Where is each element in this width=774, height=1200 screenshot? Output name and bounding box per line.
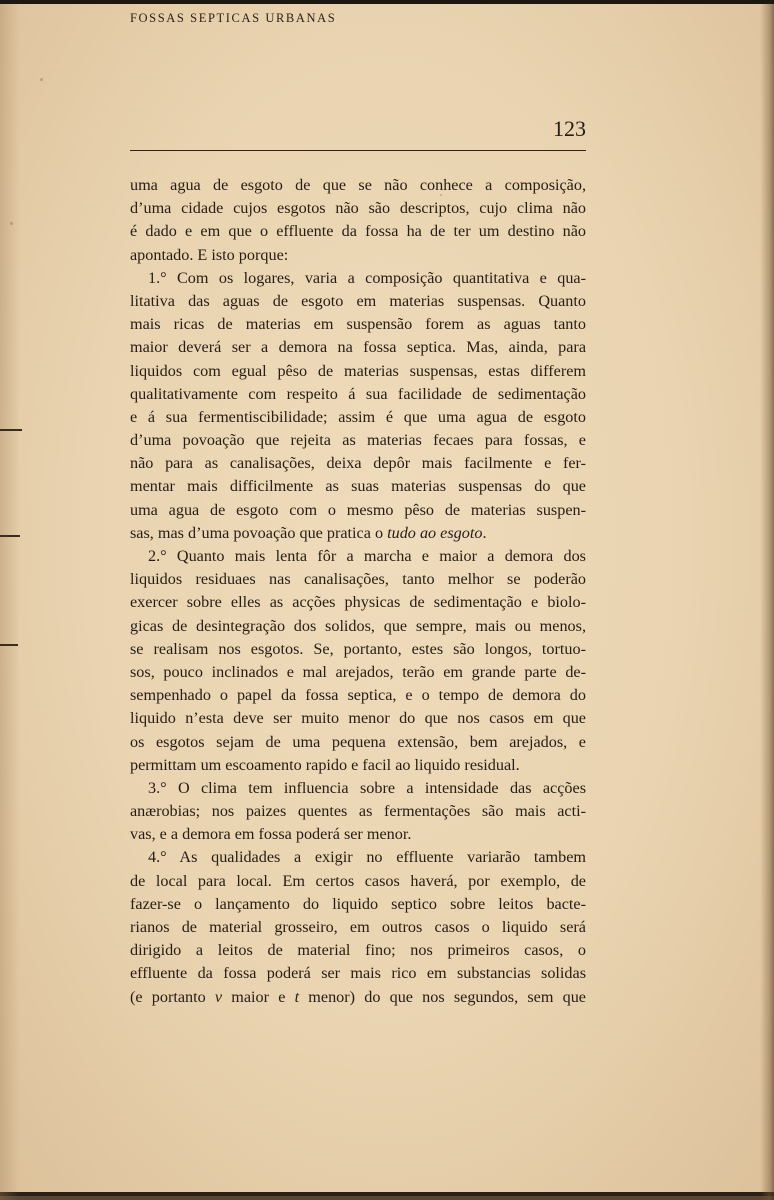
text-line: liquidos residuaes nas canalisações, tanto melhor se poderão	[130, 570, 586, 589]
text-line: gicas de desintegração dos solidos, que sempre, mais ou menos,	[130, 616, 586, 635]
margin-mark	[0, 535, 20, 537]
text-line: exercer sobre elles as acções physicas de sedimentação e biolo-	[130, 593, 586, 612]
text-line: effluente da fossa poderá ser mais rico em substancias solidas	[130, 964, 586, 983]
text-line-with-italic	[130, 522, 586, 545]
line-text: maior e	[222, 987, 295, 1006]
text-line: rianos de material grosseiro, em outros casos o liquido será	[130, 918, 586, 936]
text-line: anærobias; nos paizes quentes as fermentações são mais acti-	[130, 802, 586, 821]
text-line: permittam um escoamento rapido e facil ao liquido residual.	[130, 755, 520, 774]
margin-mark	[0, 429, 22, 431]
line-text: menor) do que nos segundos, sem que	[299, 987, 586, 1006]
body-text	[130, 174, 586, 1009]
text-line: litativa das aguas de esgoto em materias suspensas. Quanto	[130, 291, 586, 310]
text-line: d’uma povoação que rejeita as materias fecaes para fossas, e	[130, 431, 586, 450]
header-rule	[130, 150, 586, 151]
page-number: 123	[553, 116, 586, 141]
text-line: mais ricas de materias em suspensão forem as aguas tanto	[130, 315, 586, 334]
page-left-shadow	[0, 4, 20, 1200]
text-line: se realisam nos esgotos. Se, portanto, estes são longos, tortuo-	[130, 639, 586, 658]
text-line: 1.° Com os logares, varia a composição quantitativa e qua-	[148, 268, 586, 287]
text-line: sos, pouco inclinados e mal arejados, terão em grande parte de-	[130, 662, 586, 681]
text-line: e á sua fermentiscibilidade; assim é que uma agua de esgoto	[130, 407, 586, 426]
text-line: liquidos com egual pêso de materias suspensas, estas differem	[130, 361, 586, 380]
italic-letter: v	[214, 987, 223, 1006]
line-end: .	[482, 523, 487, 542]
page-right-edge	[760, 4, 774, 1200]
page-header	[130, 116, 586, 150]
italic-phrase: tudo ao esgoto	[387, 523, 483, 542]
paper-spot	[40, 78, 43, 81]
text-line: 2.° Quanto mais lenta fôr a marcha e maior a demora dos	[148, 547, 586, 565]
text-line: qualitativamente com respeito á sua facilidade de sedimentação	[130, 384, 586, 403]
margin-mark	[0, 644, 18, 646]
line-text: sas, mas d’uma povoação que pratica o	[130, 523, 388, 542]
paper-spot	[10, 222, 13, 225]
text-line: 3.° O clima tem influencia sobre a intensidade das acções	[148, 778, 586, 797]
text-line: é dado e em que o effluente da fossa ha de ter um destino não	[130, 222, 586, 241]
text-line: mentar mais difficilmente as suas materias suspensas do que	[130, 477, 586, 496]
text-line: 4.° As qualidades a exigir no effluente variarão tambem	[148, 848, 586, 867]
running-title: FOSSAS SEPTICAS URBANAS	[130, 11, 337, 25]
text-line: apontado. E isto porque:	[130, 245, 289, 264]
text-line: fazer-se o lançamento do liquido septico sobre leitos bacte-	[130, 894, 586, 913]
italic-letter: t	[294, 987, 300, 1006]
text-line: vas, e a demora em fossa poderá ser menor.	[130, 825, 412, 844]
text-line-with-italic	[130, 986, 586, 1009]
text-line: liquido n’esta deve ser muito menor do que nos casos em que	[130, 709, 586, 728]
text-line: sempenhado o papel da fossa septica, e o tempo de demora do	[130, 686, 586, 705]
line-text: (e portanto	[130, 987, 215, 1006]
text-line: dirigido a leitos de material fino; nos primeiros casos, o	[130, 941, 586, 960]
text-line: d’uma cidade cujos esgotos não são descriptos, cujo clima não	[130, 199, 586, 218]
text-line: uma agua de esgoto com o mesmo pêso de materias suspen-	[130, 500, 586, 519]
text-line: uma agua de esgoto de que se não conhece a composição,	[130, 176, 586, 194]
text-line: os esgotos sejam de uma pequena extensão, bem arejados, e	[130, 732, 586, 751]
text-line: maior deverá ser a demora na fossa septica. Mas, ainda, para	[130, 338, 586, 357]
text-line: não para as canalisações, deixa depôr mais facilmente e fer-	[130, 454, 586, 473]
text-line: de local para local. Em certos casos haverá, por exemplo, de	[130, 871, 586, 890]
